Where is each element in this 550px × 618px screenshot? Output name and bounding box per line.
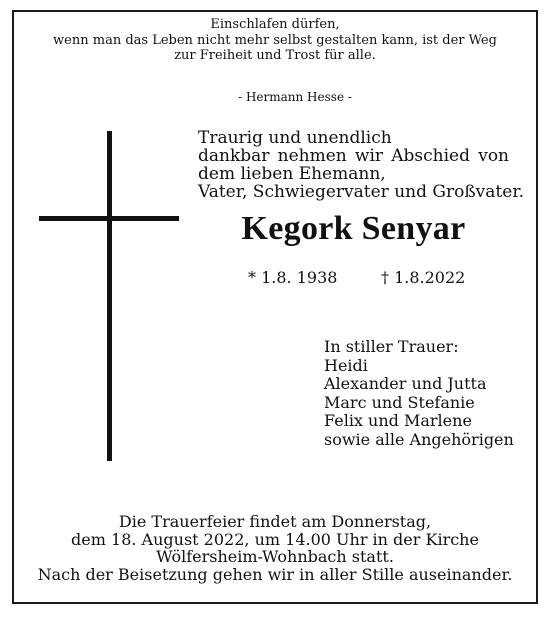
quote-line: Einschlafen dürfen, <box>210 17 340 32</box>
cross-icon-crossbar <box>39 216 179 221</box>
mourners-heading: In stiller Trauer: <box>324 337 459 356</box>
intro-text <box>198 128 524 202</box>
birth-date: * 1.8. 1938 <box>248 268 338 287</box>
cross-icon <box>107 131 112 461</box>
intro-line: dankbar nehmen wir Abschied von <box>198 146 509 166</box>
quote-author: - Hermann Hesse - <box>238 90 352 104</box>
intro-line: dem lieben Ehemann, <box>198 164 386 184</box>
deceased-name: Kegork Senyar <box>241 210 466 247</box>
mourner-name: Felix und Marlene <box>324 411 472 431</box>
intro-line: Traurig und unendlich <box>198 128 392 148</box>
quote-line: zur Freiheit und Trost für alle. <box>174 48 376 63</box>
quote-line: wenn man das Leben nicht mehr selbst gestalten kann, ist der Weg <box>53 32 497 48</box>
mourner-name: Heidi <box>324 355 368 375</box>
poem-quote <box>0 17 550 64</box>
mourners-list <box>324 338 514 450</box>
death-date: † 1.8.2022 <box>381 268 466 287</box>
funeral-info <box>0 513 550 583</box>
funeral-line: Wölfersheim-Wohnbach statt. <box>156 547 394 566</box>
mourner-name: Marc und Stefanie <box>324 392 475 412</box>
funeral-line: Nach der Beisetzung gehen wir in aller Stille auseinander. <box>37 564 513 584</box>
funeral-line: dem 18. August 2022, um 14.00 Uhr in der Kirche <box>71 529 479 549</box>
mourner-name: Alexander und Jutta <box>324 374 487 394</box>
funeral-line: Die Trauerfeier findet am Donnerstag, <box>118 512 432 531</box>
mourner-name: sowie alle Angehörigen <box>324 429 514 449</box>
intro-line: Vater, Schwiegervater und Großvater. <box>198 182 524 202</box>
